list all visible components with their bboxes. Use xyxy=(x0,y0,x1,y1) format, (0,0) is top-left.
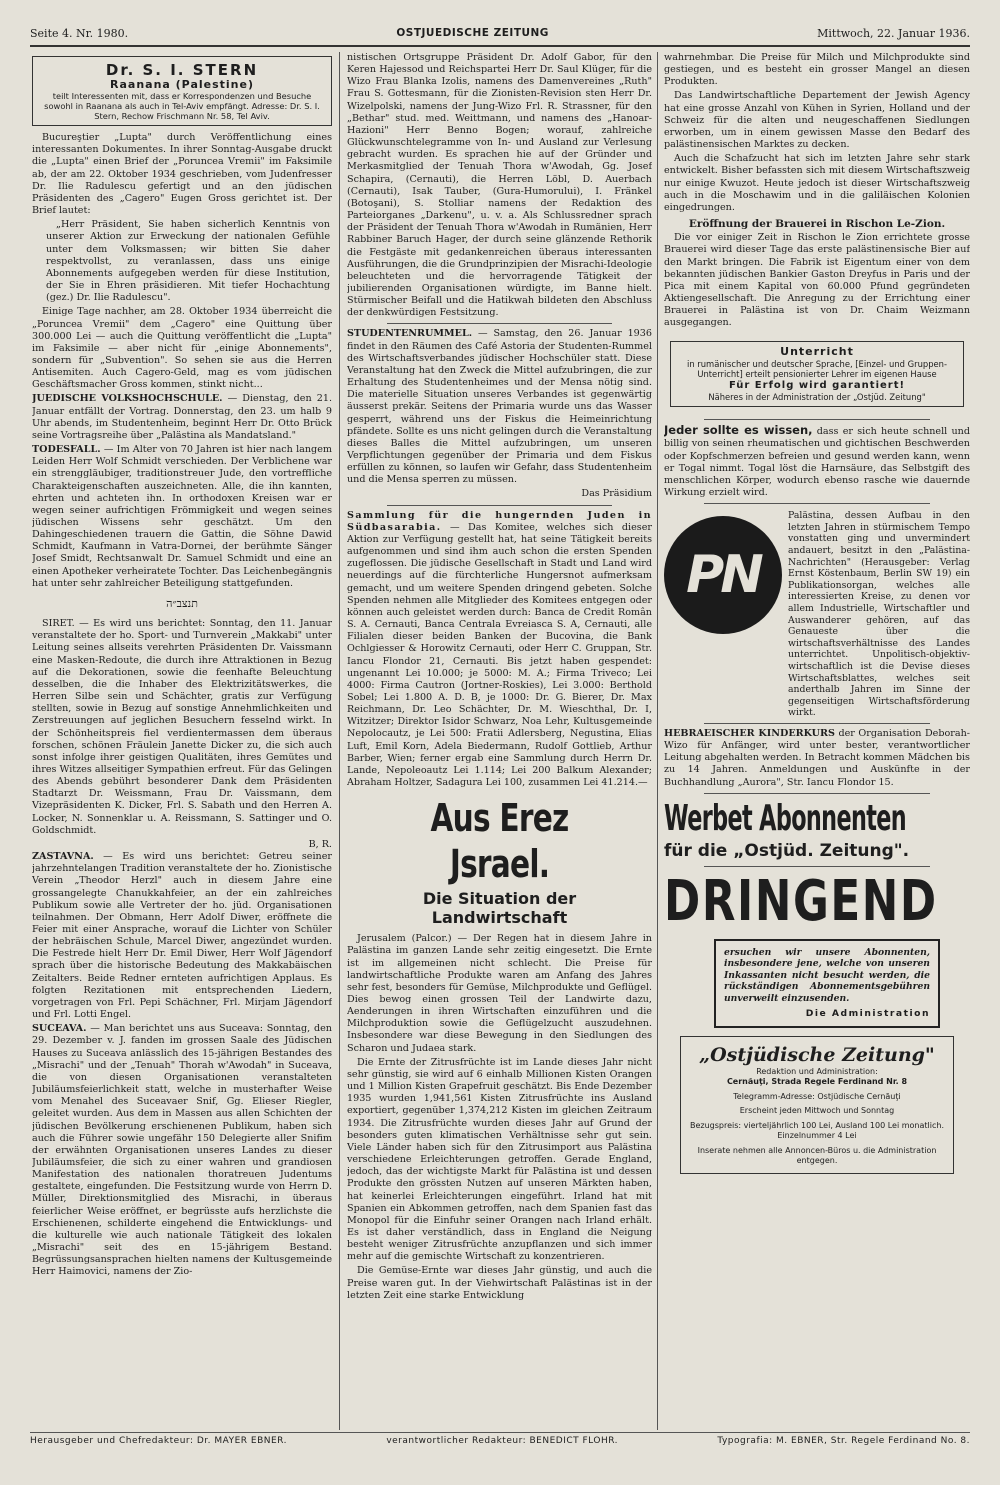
imprint-price: Bezugspreis: vierteljährlich 100 Lei, Ausland 100 Lei monatlich. Einzelnummer 4 Lei xyxy=(689,1120,944,1141)
issue-date: Mittwoch, 22. Januar 1936. xyxy=(817,26,970,40)
studentenrummel-item xyxy=(347,328,652,486)
brauerei-heading: Eröffnung der Brauerei in Rischon Le-Zion. xyxy=(688,218,946,231)
page-footer xyxy=(30,1432,970,1446)
separator xyxy=(704,793,930,794)
imprint-title: „Ostjüdische Zeitung" xyxy=(699,1043,935,1066)
column-divider xyxy=(339,52,340,1430)
werbet-abonnenten-headline: Werbet Abonnenten xyxy=(664,797,907,839)
siret-report: SIRET. — Es wird uns berichtet: Sonntag, den 11. Januar veranstaltete der ho. Sport- und Turnverein „Makkabi" unter Leitung seines allseits verehrten Präsidenten Dr. Vaissmann eine Masken-Redoute, die durch ihre Attraktionen in Bezug auf die Dekorationen, sowie die feenhafte Beleuchtung desselben, die die Inhaber des Elektrizitätswerkes, die Herren Silbe sein und Schächter, gratis zur Verfügung stellten, sowie in Bezug auf sonstige Annehmlichkeiten und Zerstreuungen auf jeglichen Besuchern fesselnd wirkt. In der Schönheitspreis fiel verdientermassen dem überaus forschen, schönen Fräulein Janette Dicker zu, die sich auch sonst infolge ihrer geistigen Qualitäten, ihres Gemütes und ihres Witzes allseitiger Sympathien erfreut. Für das Gelingen des Abends gebührt besonderer Dank dem Präsidenten Stadtarzt Dr. Weissmann, Frau Dr. Vaissmann, dem Vizepräsidenten K. Dicker, Frl. S. Sabath und den Herren A. Locker, N. Sonnenklar u. A. Reissmann, S. Sattinger und O. Goldschmidt. xyxy=(32,618,332,836)
dringend-headline: DRINGEND xyxy=(664,868,938,934)
studentenrummel-text: — Samstag, den 26. Januar 1936 findet in den Räumen des Café Astoria der Studenten-Rummel des Wirtschaftsverbandes jüdischer Hochschüler statt. Diese Veranstaltung hat den Zweck die Mittel aufzubringen, die zur Erhaltung des Studentenheimes und der Mensa nötig sind. Die materielle Situation unseres Verbandes ist gegenwärtig äusserst prekär. Seitens der Primaria wurde uns das Wasser gesperrt, während uns der Fiskus die Heimeinrichtung pfändete. Sollte es uns nicht gelingen durch die Veranstaltung dieses Balles die Mittel aufzubringen, um unseren Verpflichtungen gegenüber der Primaria und dem Fiskus erfüllen zu können, so laufen wir Gefahr, dass Studentenheim und die Mensa sperren zu müssen. xyxy=(347,328,652,486)
suceava-text: — Man berichtet uns aus Suceava: Sonntag, den 29. Dezember v. J. fanden im grossen Saale des Jüdischen Hauses zu Suceava anlässlich des 15-jährigen Bestandes des „Misrachi" und der „Tenuah" Thorah w'Awodah" in Suceava, die von diesen Organisationen veranstalteten Jubiläumsfeierlichkeit statt, welche in musterhafter Weise vom Menahel des Suceavaer Snif, Gg. Elieser Riegler, geleitet wurden. Aus dem in Massen aus allen Schichten der jüdischen Bevölkerung erschienenen Publikum, haben sich auch die Führer sowie ungefähr 150 Delegierte aller Snifim der erwähnten Organisationen unseres Landes zu dieser Jubiläumsfeier, die sich zu einer wahren und grandiosen Manifestation des nationalen thoratreuen Judentums gestaltete, eingefunden. Die Festsitzung wurde von Herrn D. Müller, Direktionsmitglied des Misrachi, in überaus feierlicher Weise eröffnet, er begrüsste aufs herzlichste die Erschienenen, schilderte eingehend die Entwicklungs- und die kulturelle wie auch nationale Tätigkeit des lokalen „Misrachi" seit des en 15-jährigem Bestand. Begrüssungsansprachen hielten namens der Kultusgemeinde Herr Haimovici, namens der Zio- xyxy=(32,1023,332,1278)
unterricht-body: in rumänischer und deutscher Sprache, [Einzel- und Gruppen-Unterricht] erteilt pensionierter Lehrer im eigenen Hause xyxy=(687,358,947,380)
footer-printer: Typografia: M. EBNER, Str. Regele Ferdinand No. 8. xyxy=(717,1436,970,1446)
siret-signature: B, R. xyxy=(308,838,332,850)
volkshochschule-text: — Dienstag, den 21. Januar entfällt der Vortrag. Donnerstag, den 23. um halb 9 Uhr abends, im Studentenheim, beginnt Herr Dr. Otto Brück seine Vortragsreihe über „Palästina als Mandatsland." xyxy=(32,393,332,441)
unterricht-guarantee: Für Erfolg wird garantiert! xyxy=(728,379,906,391)
volkshochschule-item xyxy=(32,393,332,442)
volkshochschule-heading: JUEDISCHE VOLKSHOCHSCHULE. xyxy=(32,393,223,405)
imprint-telegram: Telegramm-Adresse: Ostjüdische Cernăuţi xyxy=(733,1091,901,1101)
unterricht-info: Näheres in der Administration der „Ostjüd. Zeitung" xyxy=(708,391,926,402)
unterricht-advertisement xyxy=(670,341,964,407)
studentenrummel-heading: STUDENTENRUMMEL. xyxy=(347,328,473,340)
separator xyxy=(704,503,930,504)
dringend-text: ersuchen wir unsere Abonnenten, insbesondere jene, welche von unseren Inkassanten nicht besucht werden, die rückständigen Abonnementsgebühren unverweilt einzusenden. xyxy=(724,946,930,1004)
jewish-agency-paragraph: Das Landwirtschaftliche Departement der Jewish Agency hat eine grosse Anzahl von Kühen in Syrien, Holland und der Schweiz für die alten und neugeschaffenen Siedlungen erworben, um in einem gewissen Masse den Bedarf des palästinensischen Marktes zu decken. xyxy=(664,90,970,151)
hunger-item xyxy=(347,510,652,790)
separator xyxy=(704,723,930,724)
studentenrummel-signature: Das Präsidium xyxy=(581,488,652,500)
situation-subheadline: Die Situation der xyxy=(422,889,577,909)
todesfall-heading: TODESFALL. xyxy=(32,444,101,456)
hunger-text: — Das Komitee, welches sich dieser Aktion zur Verfügung gestellt hat, hat seine Tätigkeit bereits aufgenommen und sind ihm auch schon die ersten Spenden zugeflossen. Die jüdische Gesellschaft in Stadt und Land wird neuerdings auf die fürchterliche Hungersnot aufmerksam gemacht, und um weitere Spenden dringend gebeten. Solche Spenden nehmen alle Mitglieder des Komitees entgegen oder können auch geleistet werden durch: Banca de Credit Român S. A. Cernauti, Banca Centrala Evreiasca S. A, Cernauti, alle Filialen dieser beiden Banken der Bucovina, die Bank Ochlgiesser & Horowitz Cernauti, oder Herr C. Gruppan, Str. Iancu Flondor 21, Cernauti. Bis jetzt haben gespendet: ungenannt Lei 10.000; je 5000: M. A.; Firma Triveco; Lei 4000: Firma Cautron (Jortner-Roskies), Lei 3.000: Berthold Sobel; Lei 1.800 A. D. B, je 1000: Dr. G. Bierer, Dr. Max Reichmann, Dr. Leo Schächter, Dr. M. Wieschthal, Dr. I, Witzitzer; Direktor Isidor Schwarz, Noa Lehr, Kultusgemeinde Nepolocautz, je Lei 500: Fratii Adlersberg, Negustina, Elias Luft, Emil Korn, Adela Biedermann, Rudolf Gottlieb, Arthur Barber, Wien; ferner ergab eine Sammlung durch Herrn Dr. Lande, Nepoleoautz Lei 1.114; Lei 200 Balkum Alexander; Abraham Holtzer, Sadagura Lei 100, zusammen Lei 41.214.— xyxy=(347,521,652,789)
unterricht-title: Unterricht xyxy=(780,345,854,359)
hunger-heading: Sammlung für die hungernden Juden in Südbasarabia. xyxy=(347,509,652,533)
footer-editor: verantwortlicher Redakteur: BENEDICT FLOHR. xyxy=(386,1436,619,1446)
schafzucht-paragraph: Auch die Schafzucht hat sich im letzten Jahre sehr stark entwickelt. Bisher befassten sich mit diesem Wirtschaftszweig nur einige Kwuzot. Heute jedoch ist dieser Wirtschaftszweig auch in die Moschawim und in die galiläischen Kolonien eingedrungen. xyxy=(664,153,970,213)
palaestina-nachrichten-ad xyxy=(664,510,970,719)
header-rule xyxy=(30,45,970,47)
column-2 xyxy=(347,52,652,1430)
lupta-article: Bucureştier „Lupta" durch Veröffentlichung eines interessanten Dokumentes. In ihrer Sonntag-Ausgabe druckt die „Lupta" einen Brief der „Poruncea Vremii" im Faksimile ab, der am 22. Oktober 1934 geschrieben, vom Judenfresser Dr. Ilie Radulescu gefertigt und an den jüdischen Präsidenten des „Cagero" Eugen Gross gerichtet ist. Der Brief lautet: xyxy=(32,132,332,217)
imprint-address: Cernăuţi, Strada Regele Ferdinand Nr. 8 xyxy=(726,1077,908,1087)
stern-ad-name: Dr. S. I. STERN xyxy=(105,61,259,79)
stern-advertisement xyxy=(32,56,332,126)
pn-text: Palästina, dessen Aufbau in den letzten Jahren in stürmischem Tempo vonstatten ging und unvermindert andauert, besitzt in den „Palästina-Nachrichten" (Herausgeber: Verlag Ernst Köstenbaum, Berlin SW 19) ein Publikationsorgan, welches alle interessierten Kreise, zu denen vor allem Industrielle, Wirtschaftler und Auswanderer gehören, auf das Genaueste über die wirtschaftsverhältnisse des Landes unterrichtet. Unpolitisch-objektiv-wirtschaftlich ist die Devise dieses Wirtschaftsblattes, welches seit anderthalb Jahren im Sinne der gegenseitigen Wirtschaftsförderung wirkt. xyxy=(788,510,970,719)
kinderkurs-item xyxy=(664,728,970,789)
dringend-notice xyxy=(714,939,940,1028)
landwirtschaft-subheadline: Landwirtschaft xyxy=(431,908,568,928)
separator xyxy=(704,866,930,867)
page-number: Seite 4. Nr. 1980. xyxy=(30,26,129,40)
dringend-administration: Die Administration xyxy=(805,1008,930,1020)
ostjuedische-zeitung-imprint xyxy=(680,1036,954,1174)
column-1 xyxy=(32,52,332,1430)
stern-ad-body: teilt Interessenten mit, dass er Korrespondenzen und Besuche sowohl in Raanana als auch in Tel-Aviv empfängt. Adresse: Dr. S. I. Stern, Rechow Frischmann Nr. 58, Tel Aviv. xyxy=(44,91,320,122)
zastavna-heading: ZASTAVNA. xyxy=(32,851,94,863)
separator xyxy=(704,419,930,420)
suceava-continued: nistischen Ortsgruppe Präsident Dr. Adolf Gabor, für den Keren Hajessod und Reichspartei Herr Dr. Saul Klüger, für die Wizo Frau Blanka Izolis, namens des Damenvereines „Ruth" Frau S. Gottesmann, für die Zionisten-Revision sten Herr Dr. Wizelpolski, namens der Jung-Wizo Frl. R. Strassner, für den „Bethar" stud. med. Weittmann, und namens des „Hanoar-Hazioni" Herr Benno Bogen; worauf, zahlreiche Glückwunschtelegramme von In- und Ausland zur Verlesung gebracht wurden. Es sprachen hie auf der Gründer und Merkasmitglied der Tenuah Thora w'Awodah, Gg. Josef Schapira, (Cernauti), die Herren Löbl, D. Auerbach (Cernauti), Isak Tauber, (Gura-Humorului), I. Fränkel (Botoşani), S. Stolliar namens der Redaktion des Parteiorganes „Darkenu", u. v. a. Als Schlussredner sprach der Präsident der Tenuah Thora w'Awodah in Rumänien, Herr Rabbiner Baruch Hager, der durch seine glänzende Rethorik die Festgäste mit gedankenreichen überaus interessanten Ausführungen, die die Grundprinzipien der Misrachi-Ideologie beleuchteten und die hervorragende Tätigkeit der jubilierenden Organisationen würdigte, im Banne hielt. Stürmischer Beifall und die Hatikwah bildeten den Abschluss der denkwürdigen Festsitzung. xyxy=(347,52,652,319)
lupta-article-continued: Einige Tage nachher, am 28. Oktober 1934 überreicht die „Poruncea Vremii" dem „Cagero" eine Quittung über 300.000 Lei — auch die Quittung veröffentlicht die „Lupta" im Faksimile — aber nicht für „einige Abonnements", sondern für „Subvention". So sehen sie aus die Herren Antisemiten. Auch Cagero-Geld, mag es vom jüdischen Geschäftsmacher Gross kommen, stinkt nicht... xyxy=(32,306,332,391)
brauerei-text: Die vor einiger Zeit in Rischon le Zion errichtete grosse Brauerei wird dieser Tage das erste palästinensische Bier auf den Markt bringen. Die Fabrik ist Eigentum einer von dem bekannten jüdischen Bankier Gaston Dreyfus in Paris und der Pica mit einem Kapital von 60.000 Pfund gegründeten Aktiengesellschaft. Die Anregung zu der Errichtung einer Brauerei in Palästina ist von Dr. Chaim Weizmann ausgegangen. xyxy=(664,232,970,329)
todesfall-item xyxy=(32,444,332,590)
separator xyxy=(387,505,612,506)
zastavna-text: — Es wird uns berichtet: Getreu seiner jahrzehntelangen Tradition veranstaltete der ho. Zionistische Verein „Theodor Herzl" auch in diesem Jahre eine grossangelegte Chanukkahfeier, an der ein zahlreiches Publikum sowie alle Vertreter der ho. jüd. Organisationen teilnahmen. Der Obmann, Herr Adolf Diwer, eröffnete die Feier mit einer Ansprache, worauf die Lichter von Schüler der hebräischen Schule, Marcel Diwer, angezündet wurden. Die Festrede hielt Herr Dr. Emil Diwer, Herr Wolf Jägendorf sprach über die historische Bedeutung des Makkabäischen Zeitalters. Beide Redner ernteten aufrichtigen Applaus. Es folgten Rezitationen mit entsprechenden Liedern, vorgetragen von Frl. Pepi Schächner, Frl. Mirjam Jägendorf und Frl. Lotti Engel. xyxy=(32,851,332,1021)
page-header xyxy=(30,24,970,42)
pn-logo-text: PN xyxy=(686,545,760,606)
werbet-subline: für die „Ostjüd. Zeitung". xyxy=(664,840,910,861)
newspaper-title: OSTJUEDISCHE ZEITUNG xyxy=(396,27,549,39)
suceava-heading: SUCEAVA. xyxy=(32,1023,87,1035)
erez-jsrael-headline: Aus Erez Jsrael. xyxy=(430,796,569,887)
column-divider xyxy=(657,52,658,1430)
kinderkurs-heading: HEBRAEISCHER KINDERKURS xyxy=(664,727,835,739)
column-3 xyxy=(664,52,970,1430)
imprint-ads: Inserate nehmen alle Annoncen-Büros u. die Administration entgegen. xyxy=(697,1145,937,1166)
imprint-schedule: Erscheint jeden Mittwoch und Sonntag xyxy=(739,1106,895,1116)
togal-text: dass er sich heute schnell und billig von seinen rheumatischen und gichtischen Beschwerden oder Kopfschmerzen befreien und gesund werden kann, wenn er Togal nimmt. Togal löst die Harnsäure, das Selbstgift des menschlichen Körper, wodurch ebenso rasche wie dauernde Wirkung erzielt wird. xyxy=(664,426,970,499)
landwirtschaft-paragraph-1: Jerusalem (Palcor.) — Der Regen hat in diesem Jahre in Palästina im ganzen Lande sehr zeitig eingesetzt. Die Ernte ist im allgemeinen nicht schlecht. Die Preise für landwirtschaftliche Produkte waren am Anfang des Jahres sehr fest, besonders für Gemüse, Milchprodukte und Geflügel. Dies bewog einen grossen Teil der Landwirte dazu, Aenderungen in ihren Wirtschaften einzuführen und die Milchproduktion sowie die Geflügelzucht auszudehnen. Insbesondere war diese Bewegung in den Siedlungen des Scharon und Judaea stark. xyxy=(347,933,652,1054)
hebrew-abbreviation: תנצב״ה xyxy=(166,596,198,610)
stern-ad-city: Raanana (Palestine) xyxy=(110,78,254,91)
imprint-line: Redaktion und Administration: xyxy=(756,1066,878,1076)
togal-heading: Jeder sollte es wissen, xyxy=(664,423,813,438)
separator xyxy=(387,323,612,324)
footer-publisher: Herausgeber und Chefredakteur: Dr. MAYER EBNER. xyxy=(30,1436,287,1446)
zastavna-item xyxy=(32,851,332,1021)
suceava-item xyxy=(32,1023,332,1278)
todesfall-text: — Im Alter von 70 Jahren ist hier nach langem Leiden Herr Wolf Schmidt verschieden. Der Verblichene war ein strenggläubiger, traditionstreuer Jude, den vortreffliche Charakteigenschaften auszeichneten. Alle, die ihn kannten, ehrten und achteten ihn. In orthodoxen Kreisen war er wegen seiner aufrichtigen Frömmigkeit und wegen seines jüdischen Wissens sehr geschätzt. Um den Dahingeschiedenen trauern die Gattin, die Söhne Dawid Schmidt, Kaufmann in Vatra-Dornei, der berühmte Sänger Josef Smidt, Rechtsanwalt Dr. Samuel Schmidt und eine an einen Apotheker verheiratete Tochter. Das Leichenbegängnis hat unter sehr zahlreicher Beteiligung stattgefunden. xyxy=(32,444,332,589)
togal-advertisement xyxy=(664,424,970,499)
kinderkurs-text: der Organisation Deborah-Wizo für Anfänger, wird unter bester, verantwortlicher Leitung abgehalten werden. In Betracht kommen Mädchen bis zu 14 Jahren. Anmeldungen und Auskünfte in der Buchhandlung „Aurora", Str. Iancu Flondor 15. xyxy=(664,727,970,788)
landwirtschaft-paragraph-2: Die Ernte der Zitrusfrüchte ist im Lande dieses Jahr nicht sehr günstig, sie wird auf 6 einhalb Millionen Kisten Orangen und 1 Million Kisten Grapefruit geschätzt. Bis Ende Dezember 1935 wurden 1,941,561 Kisten Zitrusfrüchte ins Ausland exportiert, gegenüber 1,374,212 Kisten im gleichen Zeitraum 1934. Die Zitrusfrüchte wurden dieses Jahr auf Grund der besonders guten klimatischen Verhältnisse sehr gut sein. Viele Länder haben sich für den Zitrusimport aus Palästina verschiedene Erleichterungen getroffen. Gerade England, jedoch, das der wichtigste Markt für Palästina ist und dessen Produkte den grössten Nutzen auf unseren Märkten haben, hat keinerlei Erleichterungen eingeführt. Irland hat mit Spanien ein Abkommen getroffen, nach dem Spanien fast das Monopol für die Einfuhr seiner Orangen nach Irland erhält. Es ist daher verständlich, dass in England die Neigung besteht weniger Zitrusfrüchte anzupflanzen und sich immer mehr auf die gemischte Wirtschaft zu konzentrieren. xyxy=(347,1056,652,1263)
pn-logo xyxy=(664,516,782,634)
landwirtschaft-paragraph-3: Die Gemüse-Ernte war dieses Jahr günstig, und auch die Preise waren gut. In der Viehwirtschaft Palästinas ist in der letzten Zeit eine starke Entwicklung xyxy=(347,1265,652,1301)
landwirtschaft-continued: wahrnehmbar. Die Preise für Milch und Milchprodukte sind gestiegen, und es besteht ein grosser Mangel an diesen Produkten. xyxy=(664,52,970,88)
letter-quote: „Herr Präsident, Sie haben sicherlich Kenntnis von unserer Aktion zur Erweckung der nationalen Gefühle unter dem Volksmassen; wir bitten Sie daher respektvollst, zu veranlassen, dass uns einige Abonnements aufgegeben werden für diese Institution, der Sie in Ehren präsidieren. Mit tiefer Hochachtung (gez.) Dr. Ilie Radulescu". xyxy=(46,219,330,304)
